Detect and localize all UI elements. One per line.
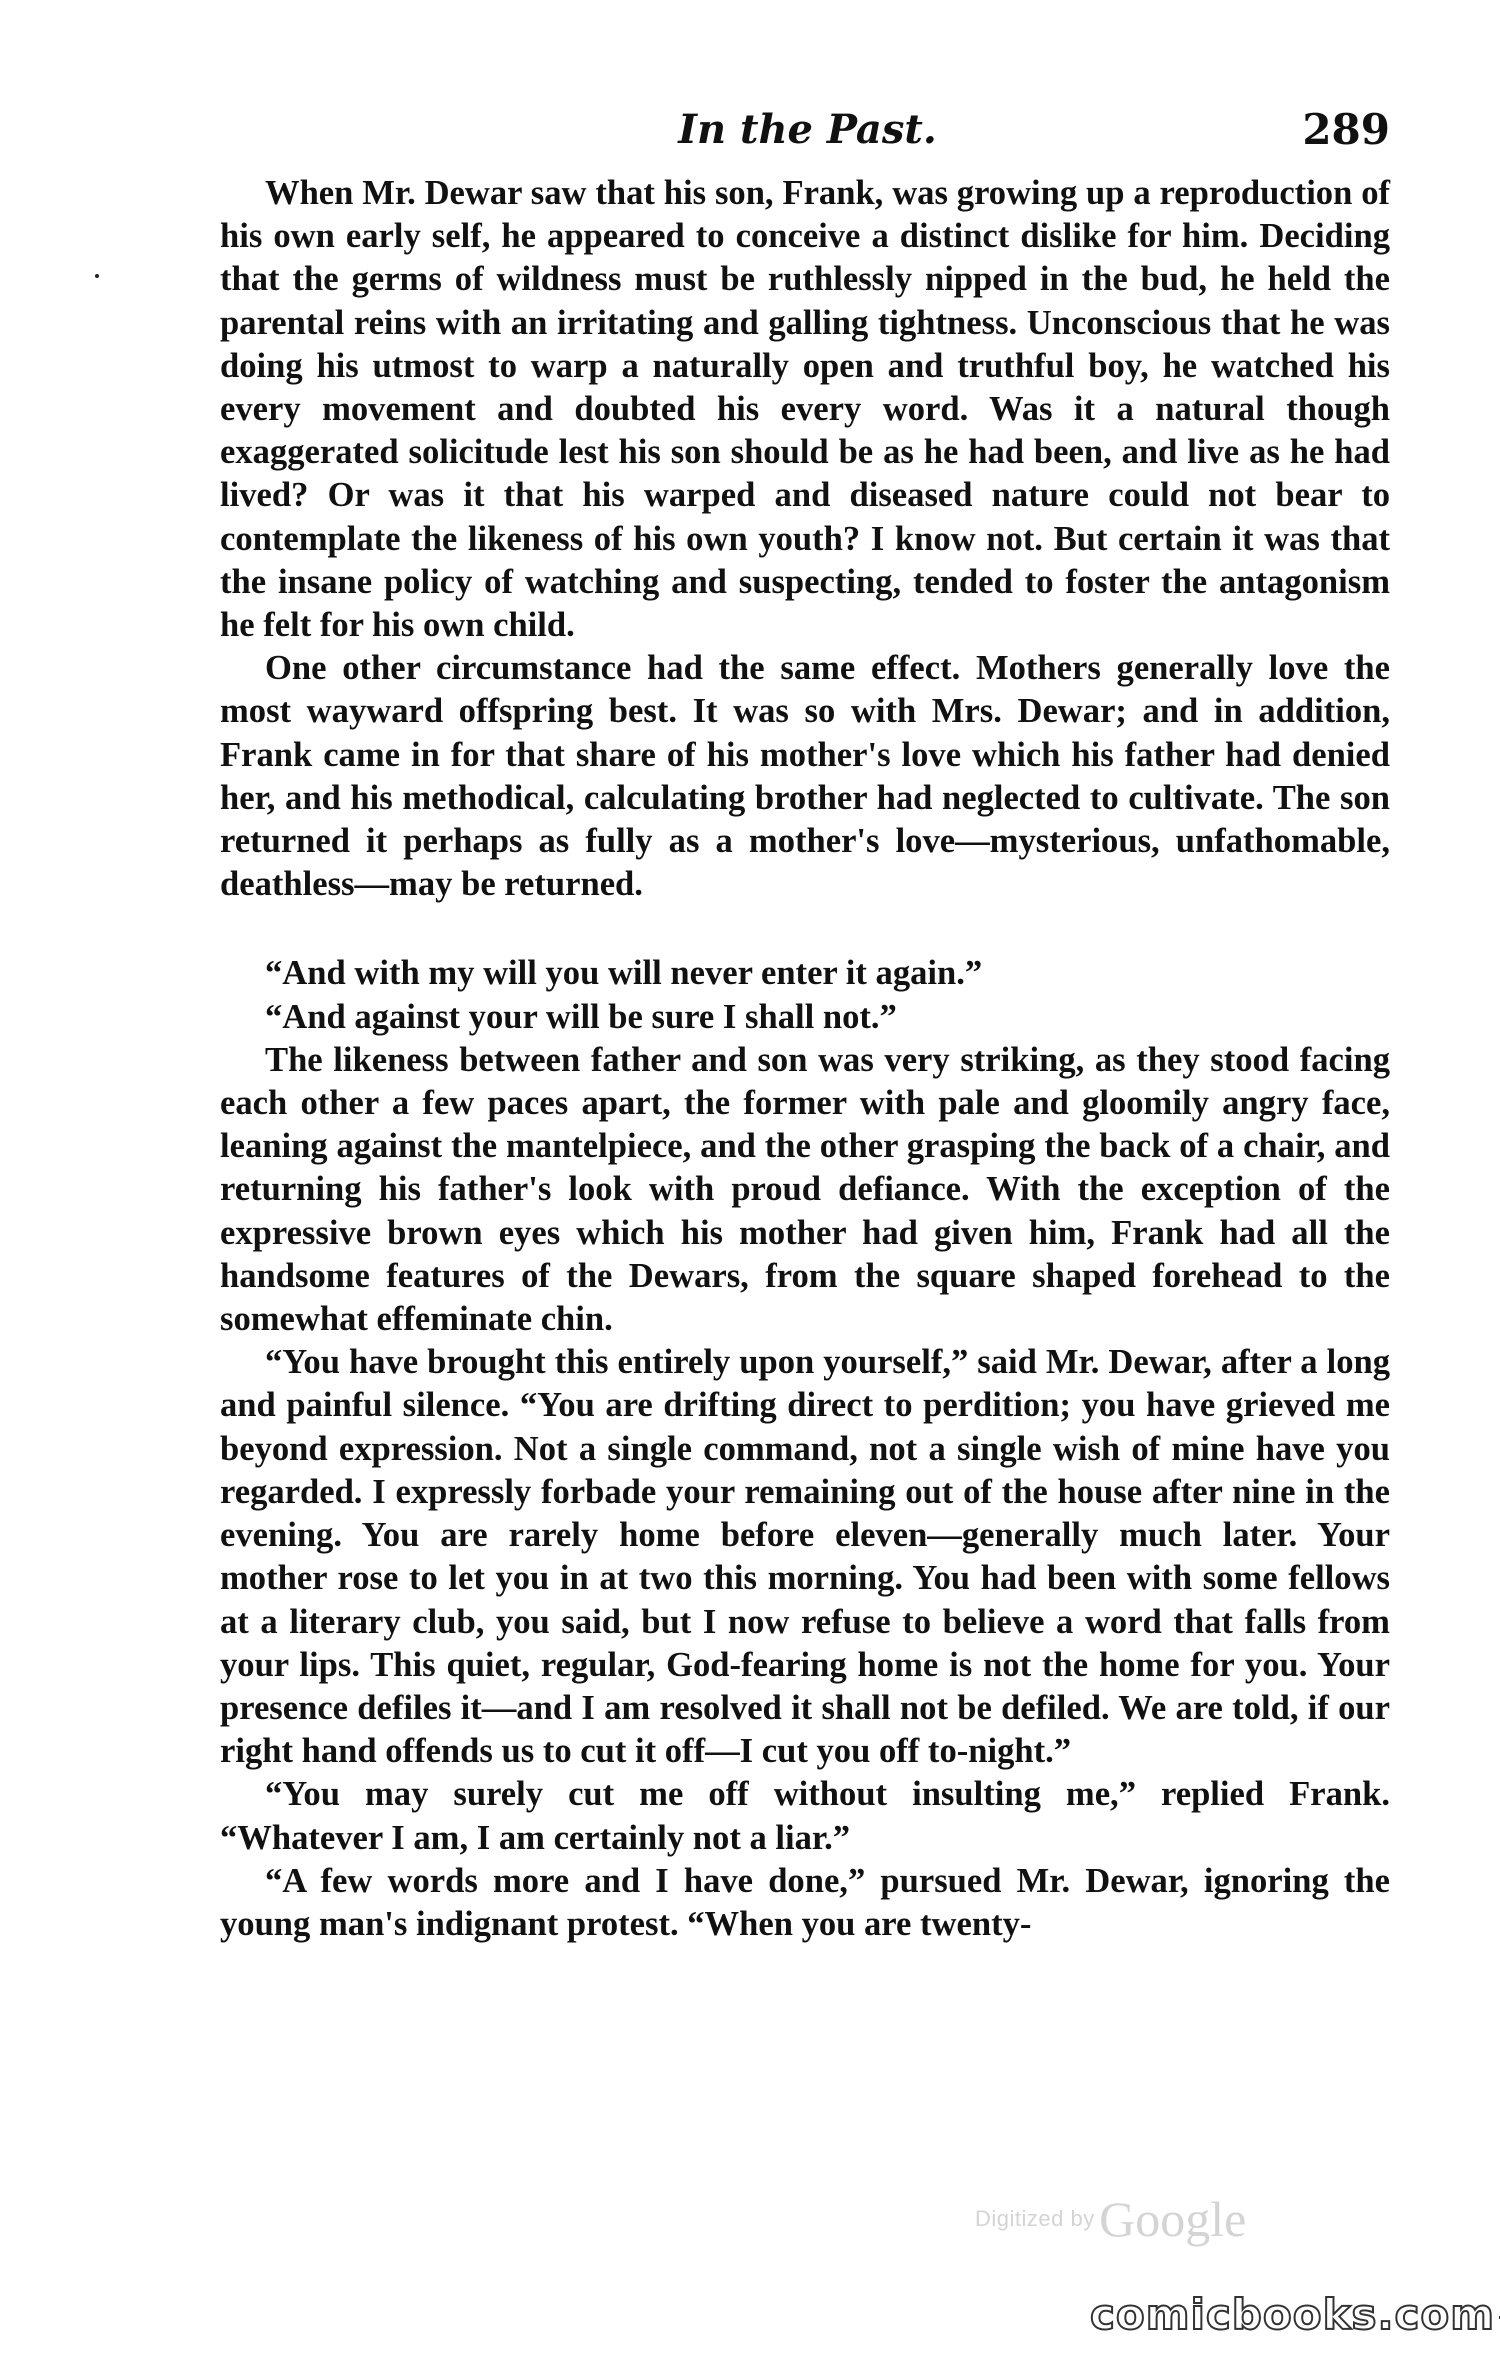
paragraph: “And against your will be sure I shall not.” bbox=[265, 997, 897, 1036]
paragraph: “A few words more and I have done,” pursued Mr. Dewar, ignoring the young man's indignant protest. “When you are twenty- bbox=[220, 1861, 1390, 1943]
running-title: In the Past. bbox=[678, 106, 937, 153]
google-logo: Google bbox=[1099, 2191, 1247, 2247]
paragraph: The likeness between father and son was very striking, as they stood facing each other a few paces apart, the former with pale and gloomily angry face, leaning against the mantelpiece, and the other grasping the back of a chair, and returning his father's look with proud defiance. With the exception of the expressive brown eyes which his mother had given him, Frank had all the handsome features of the Dewars, from the square shaped forehead to the somewhat effeminate chin. bbox=[220, 1040, 1390, 1339]
paragraph: One other circumstance had the same effect. Mothers generally love the most wayward offspring best. It was so with Mrs. Dewar; and in addition, Frank came in for that share of his mother's love which his father had denied her, and his methodical, calculating brother had neglected to cultivate. The son returned it perhaps as fully as a mother's love—mysterious, unfathomable, deathless—may be returned. bbox=[220, 649, 1390, 904]
section-break bbox=[220, 906, 1390, 952]
site-watermark-text: comicbooks.com bbox=[1090, 2290, 1495, 2339]
paragraph: “You have brought this entirely upon yourself,” said Mr. Dewar, after a long and painful silence. “You are drifting direct to perdition; you have grieved me beyond expression. Not a single command, not a single wish of mine have you regarded. I expressly forbade your remaining out of the house after nine in the evening. You are rarely home before eleven—generally much later. Your mother rose to let you in at two this morning. You had been with some fellows at a literary club, you said, but I now refuse to believe a word that falls from your lips. This quiet, regular, God-fearing home is not the home for you. Your presence defiles it—and I am resolved it shall not be defiled. We are told, if our right hand offends us to cut it off—I cut you off to-night.” bbox=[220, 1343, 1390, 1771]
paragraph: “You may surely cut me off without insulting me,” replied Frank. “Whatever I am, I am certainly not a liar.” bbox=[220, 1775, 1390, 1857]
body-text bbox=[220, 172, 1390, 1946]
digitized-watermark bbox=[975, 2190, 1295, 2250]
site-watermark bbox=[1090, 2290, 1495, 2350]
running-header bbox=[215, 100, 1400, 160]
paragraph: “And with my will you will never enter it again.” bbox=[265, 954, 983, 993]
margin-speck bbox=[95, 274, 99, 278]
page-number: 289 bbox=[1302, 105, 1390, 154]
digitized-by-label: Digitized by bbox=[975, 2206, 1095, 2231]
paragraph: When Mr. Dewar saw that his son, Frank, was growing up a reproduction of his own early self, he appeared to conceive a distinct dislike for him. Deciding that the germs of wildness must be ruthlessly nipped in the bud, he held the parental reins with an irritating and galling tightness. Unconscious that he was doing his utmost to warp a naturally open and truthful boy, he watched his every movement and doubted his every word. Was it a natural though exaggerated solicitude lest his son should be as he had been, and live as he had lived? Or was it that his warped and diseased nature could not bear to contemplate the likeness of his own youth? I know not. But certain it was that the insane policy of watching and suspecting, tended to foster the antagonism he felt for his own child. bbox=[220, 174, 1390, 645]
